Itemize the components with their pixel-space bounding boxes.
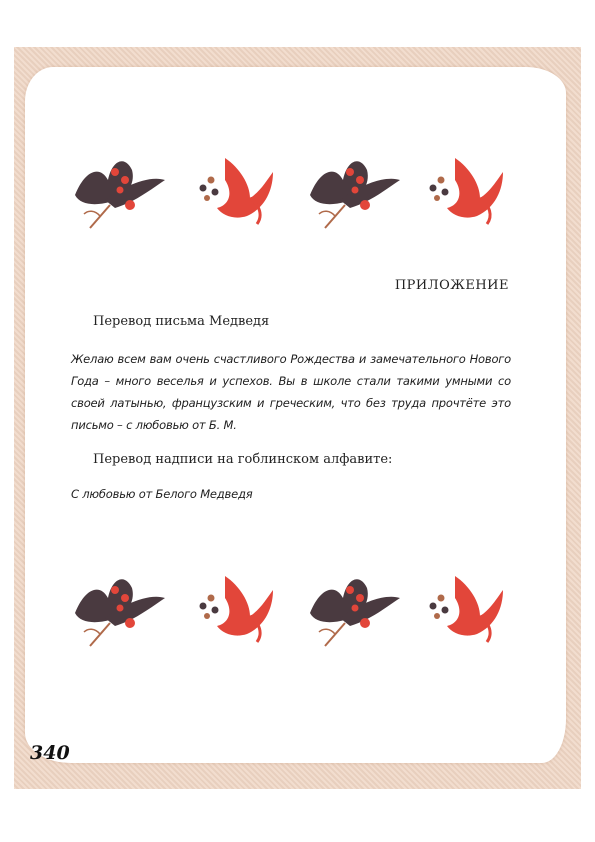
page-number: 340 xyxy=(30,742,70,764)
letter-translation-text: Желаю всем вам очень счастливого Рождества и замечательного Нового Года – много веселья и успехов. Вы в школе стали такими умными со своей латынью, французским и греческим, что без труда прочтёте это письмо – с любовью от Б. М. xyxy=(71,352,511,432)
goblin-translation-text: С любовью от Белого Медведя xyxy=(71,487,253,501)
ornament-strip xyxy=(70,150,510,240)
letter-translation-subheading: Перевод письма Медведя xyxy=(93,314,270,329)
ornament-row-top xyxy=(70,150,510,240)
section-heading: ПРИЛОЖЕНИЕ xyxy=(394,278,509,293)
ornament-strip xyxy=(70,568,510,658)
ornament-row-bottom xyxy=(70,568,510,658)
goblin-translation-subheading: Перевод надписи на гоблинском алфавите: xyxy=(93,452,393,467)
